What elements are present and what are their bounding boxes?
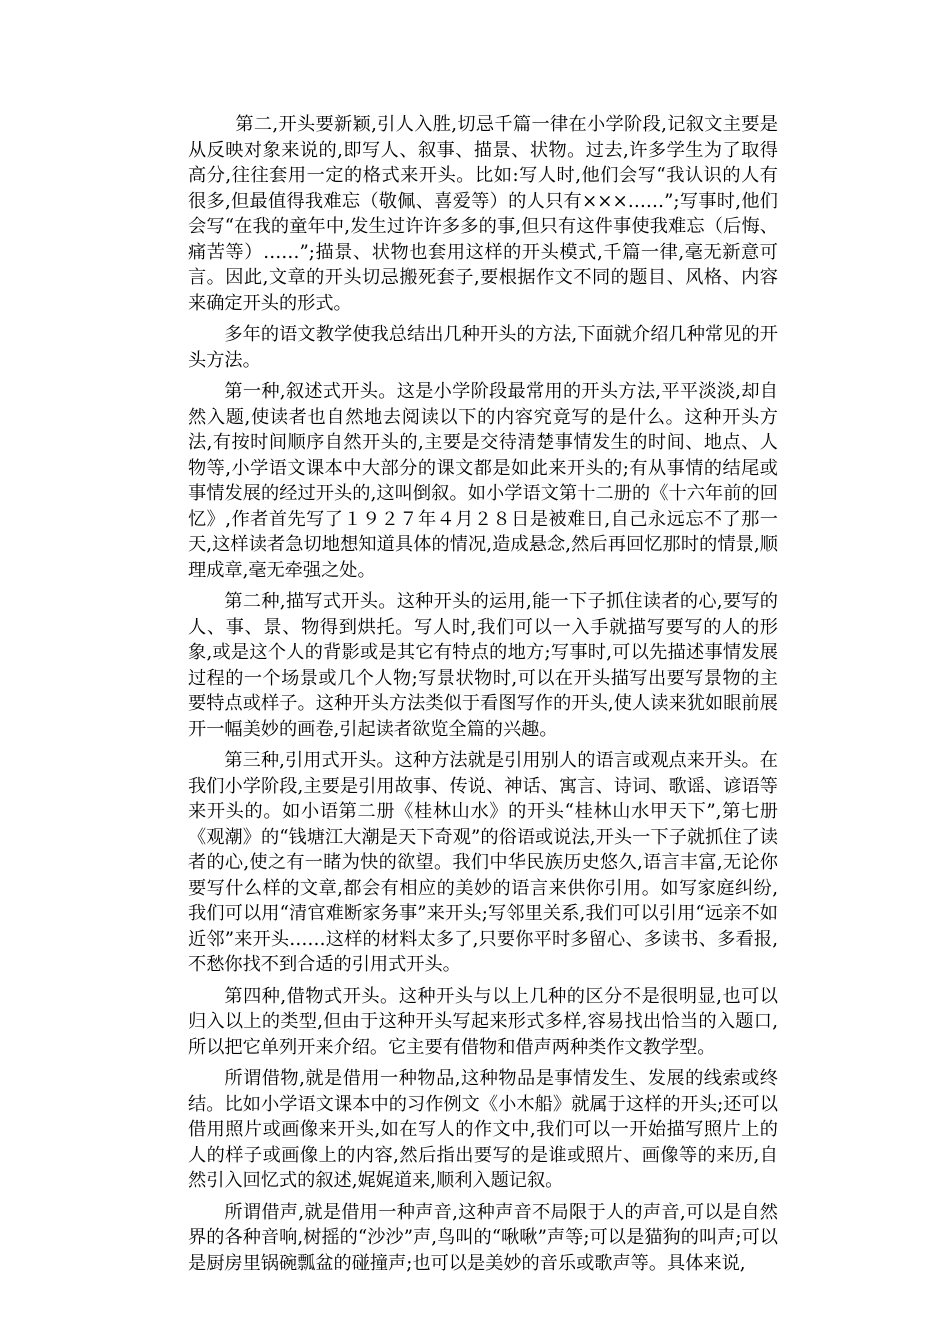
paragraph-descriptive-opening: 第二种,描写式开头。这种开头的运用,能一下子抓住读者的心,要写的人、事、景、物得到烘托。写人时,我们可以一入手就描写要写的人的形象,或是这个人的背影或是其它有特点的地方;写事时,可以先描述事情发展过程的一个场景或几个人物;写景状物时,可以在开头描写出要写景物的主要特点或样子。这种开头方法类似于看图写作的开头,使人读来犹如眼前展开一幅美妙的画卷,引起读者欲览全篇的兴趣。 bbox=[188, 591, 778, 740]
paragraph-opening-novelty: 第二,开头要新颖,引人入胜,切忌千篇一律在小学阶段,记叙文主要是从反映对象来说的,即写人、叙事、描景、状物。过去,许多学生为了取得高分,往往套用一定的格式来开头。比如:写人时,他们会写“我认识的人有很多,但最值得我难忘（敬佩、喜爱等）的人只有×××……”;写事时,他们会写“在我的童年中,发生过许许多多的事,但只有这件事使我难忘（后悔、痛苦等）……”;描景、状物也套用这样的开头模式,千篇一律,毫无新意可言。因此,文章的开头切忌搬死套子,要根据作文不同的题目、风格、内容来确定开头的形式。 bbox=[188, 114, 778, 314]
paragraph-narrative-opening: 第一种,叙述式开头。这是小学阶段最常用的开头方法,平平淡淡,却自然入题,使读者也自然地去阅读以下的内容究竟写的是什么。这种开头方法,有按时间顺序自然开头的,主要是交待清楚事情发生的时间、地点、人物等,小学语文课本中大部分的课文都是如此来开头的;有从事情的结尾或事情发展的经过开头的,这叫倒叙。如小学语文第十二册的《十六年前的回忆》,作者首先写了１９２７年４月２８日是被难日,自己永远忘不了那一天,这样读者急切地想知道具体的情况,造成悬念,然后再回忆那时的情景,顺理成章,毫无牵强之处。 bbox=[188, 381, 778, 581]
paragraph-quotation-opening: 第三种,引用式开头。这种方法就是引用别人的语言或观点来开头。在我们小学阶段,主要是引用故事、传说、神话、寓言、诗词、歌谣、谚语等来开头的。如小语第二册《桂林山水》的开头“桂林山水甲天下”,第七册《观潮》的“钱塘江大潮是天下奇观”的俗语或说法,开头一下子就抓住了读者的心,使之有一睹为快的欲望。我们中华民族历史悠久,语言丰富,无论你要写什么样的文章,都会有相应的美妙的语言来供你引用。如写家庭纠纷,我们可以用“清官难断家务事”来开头;写邻里关系,我们可以引用“远亲不如近邻”来开头……这样的材料太多了,只要你平时多留心、多读书、多看报,不愁你找不到合适的引用式开头。 bbox=[188, 750, 778, 975]
paragraph-borrowing-sound: 所谓借声,就是借用一种声音,这种声音不局限于人的声音,可以是自然界的各种音响,树摇的“沙沙”声,鸟叫的“啾啾”声等;可以是猫狗的叫声;可以是厨房里锅碗瓢盆的碰撞声;也可以是美妙的音乐或歌声等。具体来说, bbox=[188, 1201, 778, 1274]
paragraph-borrowing-object: 所谓借物,就是借用一种物品,这种物品是事情发生、发展的线索或终结。比如小学语文课本中的习作例文《小木船》就属于这样的开头;还可以借用照片或画像来开头,如在写人的作文中,我们可以一开始描写照片上的人的样子或画像上的内容,然后指出要写的是谁或照片、画像等的来历,自然引入回忆式的叙述,娓娓道来,顺利入题记叙。 bbox=[188, 1068, 778, 1191]
paragraph-intro-methods: 多年的语文教学使我总结出几种开头的方法,下面就介绍几种常见的开头方法。 bbox=[188, 324, 778, 371]
document-page bbox=[188, 112, 778, 1282]
paragraph-object-opening: 第四种,借物式开头。这种开头与以上几种的区分不是很明显,也可以归入以上的类型,但由于这种开头写起来形式多样,容易找出恰当的入题口,所以把它单列开来介绍。它主要有借物和借声两种类作文教学型。 bbox=[188, 985, 778, 1058]
